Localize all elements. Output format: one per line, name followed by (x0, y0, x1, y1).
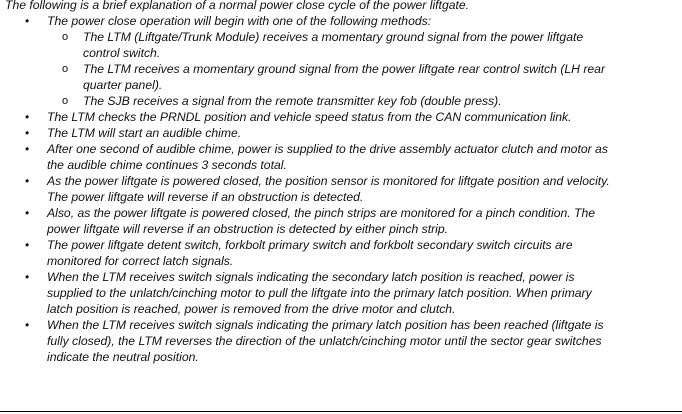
list-item (0, 13, 682, 29)
sub-list-item (0, 29, 682, 61)
list-item-line: power liftgate will reverse if an obstruction is detected by either pinch strip. (47, 222, 449, 236)
list-item (0, 109, 682, 125)
sub-list-item-line: control switch. (83, 46, 161, 60)
list-item-line: The power liftgate will reverse if an obstruction is detected. (47, 190, 364, 204)
list-item-line: supplied to the unlatch/cinching motor to pull the liftgate into the primary latch position. When primary (47, 286, 592, 300)
list-item-line: indicate the neutral position. (47, 350, 199, 364)
bullet-marker: • (25, 318, 30, 332)
bullet-marker: • (25, 238, 30, 252)
list-item-line: monitored for correct latch signals. (47, 254, 234, 268)
bullet-marker: • (25, 142, 30, 156)
list-item-line: fully closed), the LTM reverses the direction of the unlatch/cinching motor until the sector gear switches (47, 334, 602, 348)
sub-bullet-marker: o (62, 95, 69, 107)
bullet-marker: • (25, 206, 30, 220)
bullet-marker: • (25, 174, 30, 188)
sub-bullet-marker: o (62, 31, 69, 43)
list-item-line: The LTM will start an audible chime. (47, 126, 242, 140)
sub-list-item (0, 61, 682, 93)
sub-list-item (0, 93, 682, 109)
list-item-line: latch position is reached, power is removed from the drive motor and clutch. (47, 302, 456, 316)
list-item-line: the audible chime continues 3 seconds total. (47, 158, 287, 172)
list-item (0, 141, 682, 173)
sub-list-item-line: quarter panel). (83, 78, 163, 92)
list-item (0, 237, 682, 269)
list-item-line: When the LTM receives switch signals indicating the secondary latch position is reached, power is (47, 270, 575, 284)
sub-bullet-marker: o (62, 63, 69, 75)
bullet-marker: • (25, 14, 30, 28)
list-item (0, 125, 682, 141)
list-item (0, 269, 682, 317)
intro-paragraph: The following is a brief explanation of a normal power close cycle of the power liftgate. (5, 0, 470, 12)
sub-list-item-line: The LTM (Liftgate/Trunk Module) receives a momentary ground signal from the power liftgate (83, 30, 584, 44)
bottom-border-line (0, 411, 682, 412)
list-item (0, 205, 682, 237)
sub-list-item-line: The SJB receives a signal from the remote transmitter key fob (double press). (83, 94, 502, 108)
bullet-marker: • (25, 126, 30, 140)
list-item (0, 317, 682, 365)
list-item-line: After one second of audible chime, power is supplied to the drive assembly actuator clutch and motor as (47, 142, 608, 156)
bullet-list (0, 13, 682, 365)
sub-list-item-line: The LTM receives a momentary ground signal from the power liftgate rear control switch (LH rear (83, 62, 606, 76)
list-item-line: When the LTM receives switch signals indicating the primary latch position has been reached (liftgate is (47, 318, 604, 332)
bullet-marker: • (25, 110, 30, 124)
list-item-line: The LTM checks the PRNDL position and vehicle speed status from the CAN communication link. (47, 110, 572, 124)
list-item-text: The power close operation will begin with one of the following methods: (47, 14, 432, 28)
list-item (0, 173, 682, 205)
list-item-line: As the power liftgate is powered closed, the position sensor is monitored for liftgate position and velocity. (47, 174, 610, 188)
list-item-line: The power liftgate detent switch, forkbolt primary switch and forkbolt secondary switch circuits are (47, 238, 573, 252)
bullet-marker: • (25, 270, 30, 284)
list-item-line: Also, as the power liftgate is powered closed, the pinch strips are monitored for a pinch condition. The (47, 206, 596, 220)
